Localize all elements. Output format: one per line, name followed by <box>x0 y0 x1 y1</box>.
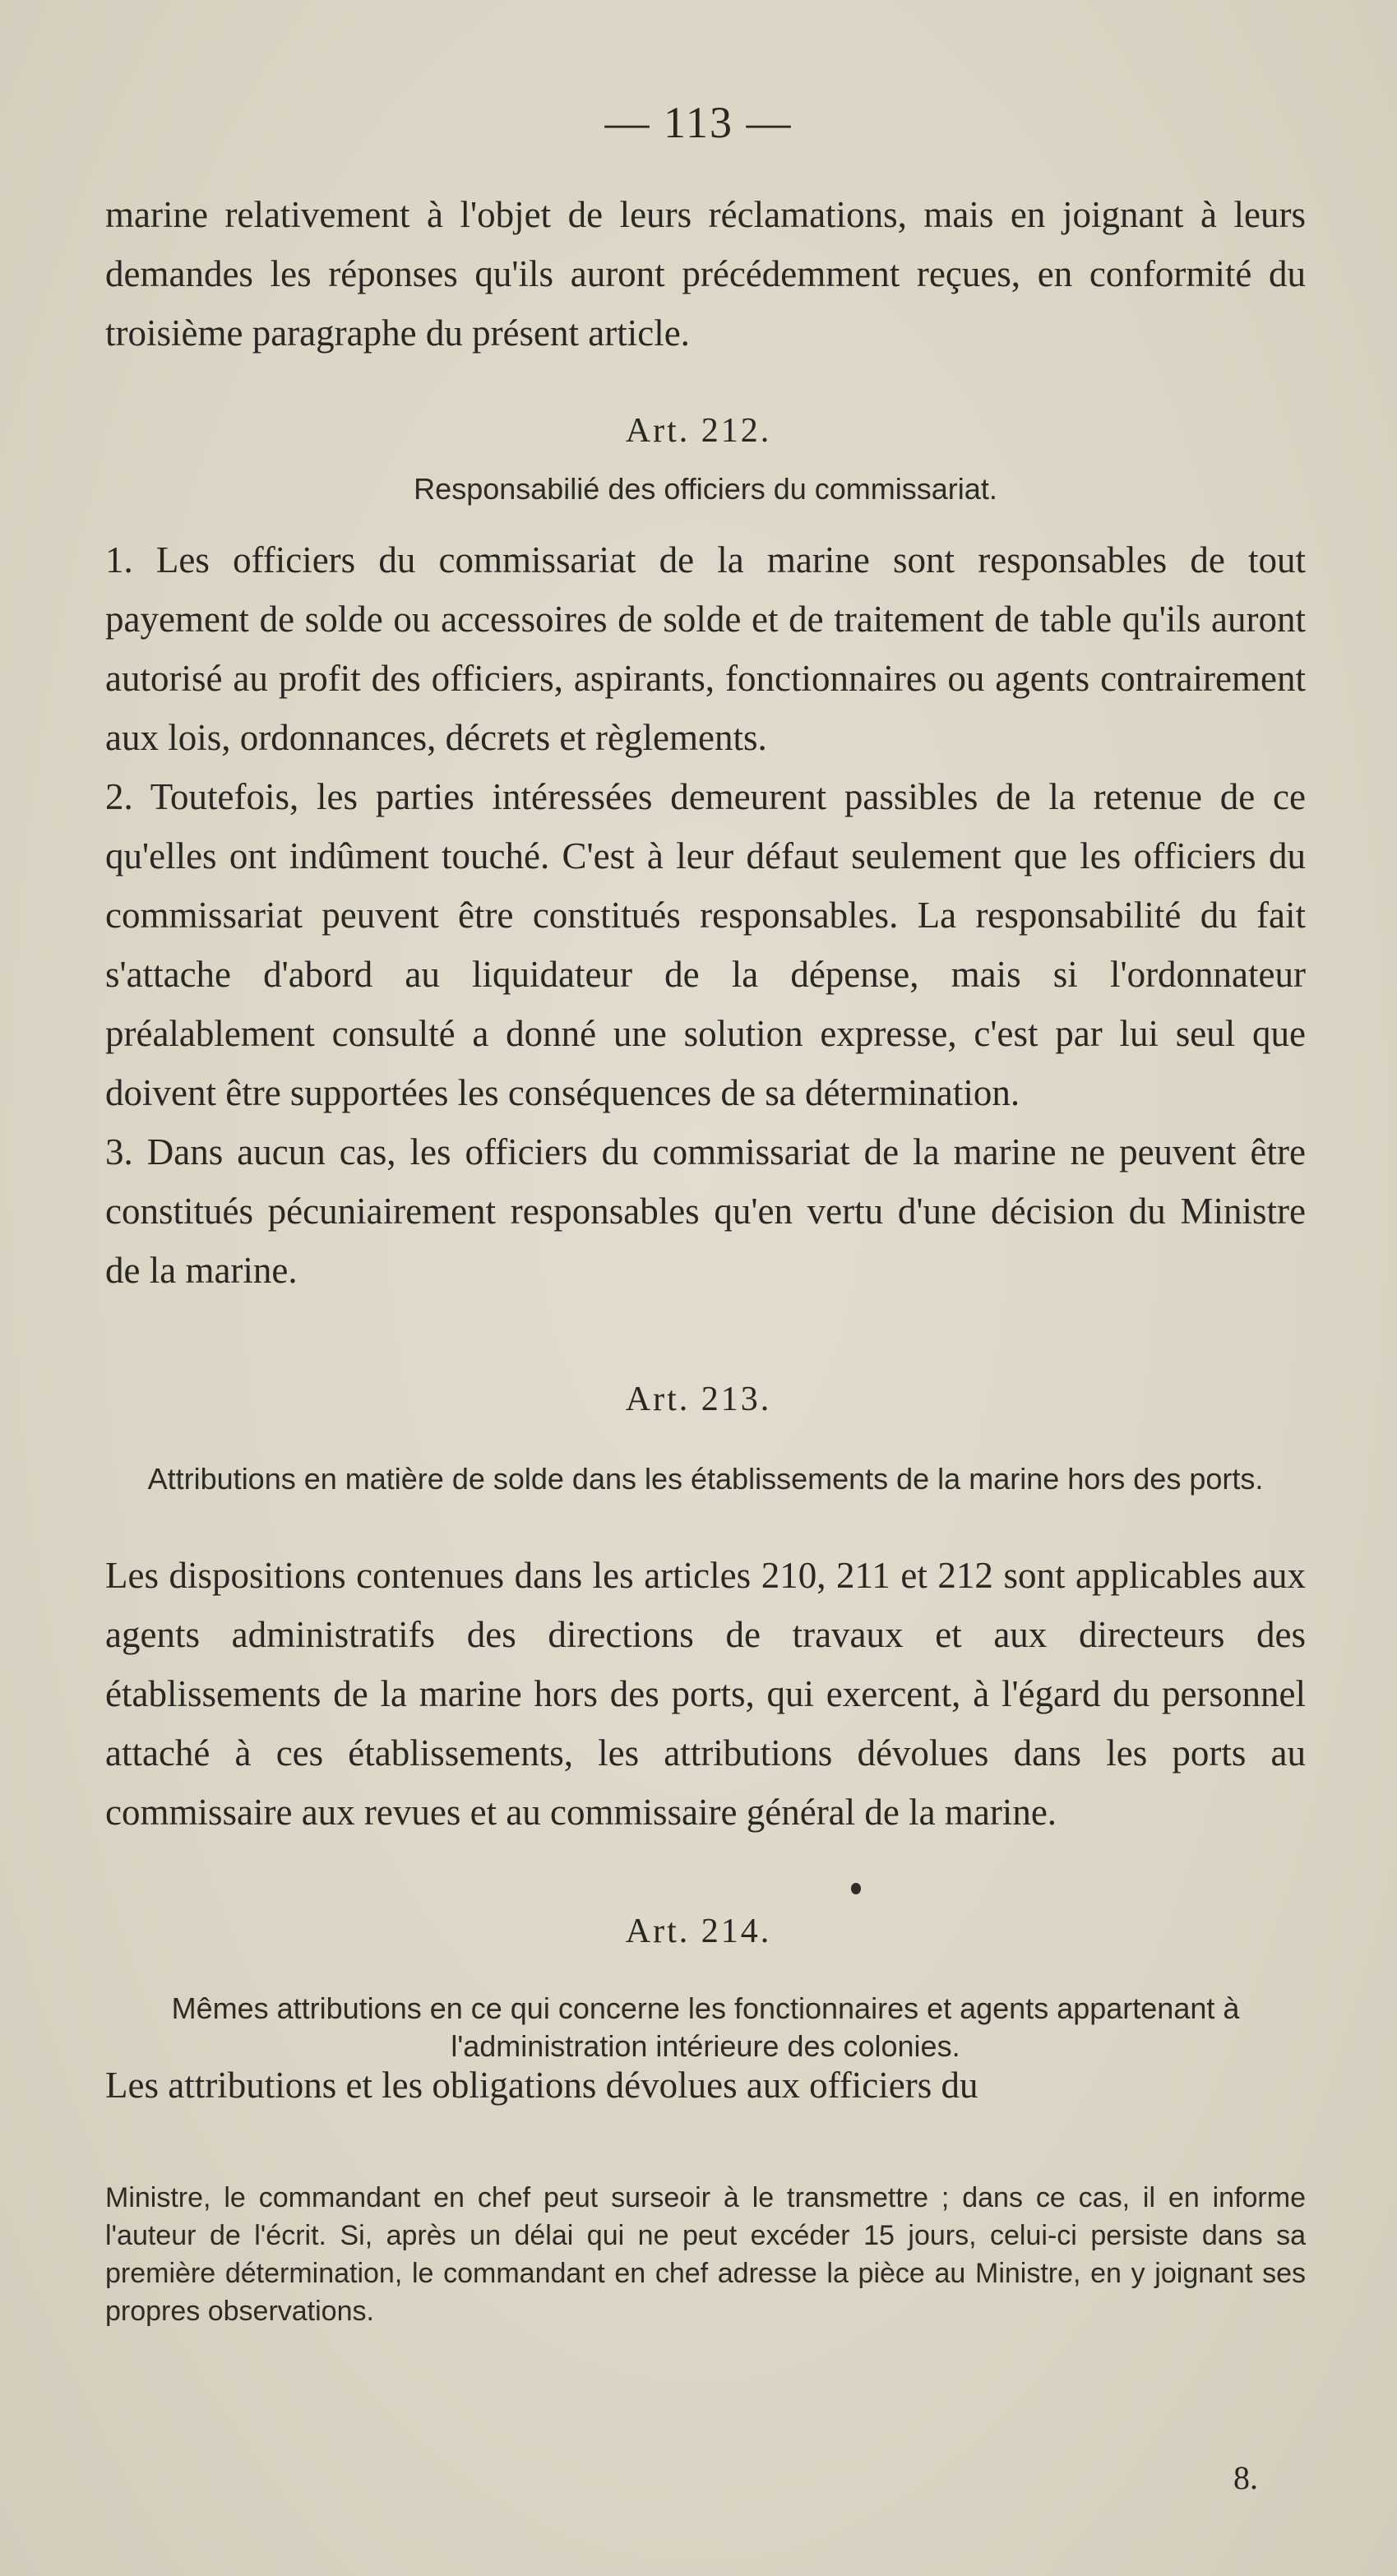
article-213-title: Attributions en matière de solde dans les établissements de la marine hors des ports. <box>147 1462 1264 1496</box>
article-213-paragraph-1: Les dispositions contenues dans les articles 210, 211 et 212 sont applicables aux agents administratifs des directions de travaux et aux directeurs des établissements de la marine hors des ports, qui exercent, à l'égard du personnel attaché à ces établissements, les attributions dévolues dans les ports au commissaire aux revues et au commissaire général de la marine. <box>105 1555 1306 1833</box>
article-212-paragraph-1: 1. Les officiers du commissariat de la marine sont responsables de tout payement de solde ou accessoires de solde et de traitement de table qu'ils auront autorisé au profit des officiers, aspirants, fonctionnaires ou agents contrairement aux lois, ordonnances, décrets et règlements. <box>105 539 1306 758</box>
article-214-paragraph-1: Les attributions et les obligations dévolues aux officiers du <box>105 2065 978 2106</box>
article-213-heading: Art. 213. <box>625 1380 772 1418</box>
footnote-text: Ministre, le commandant en chef peut surseoir à le transmettre ; dans ce cas, il en informe l'auteur de l'écrit. Si, après un délai qui ne peut excéder 15 jours, celui-ci persiste dans sa première détermination, le commandant en chef adresse la pièce au Ministre, en y joignant ses propres observations. <box>105 2182 1306 2327</box>
article-213-body <box>105 1546 1306 1842</box>
article-214-title: Mêmes attributions en ce qui concerne les fonctionnaires et agents appartenant à l'administration intérieure des colonies. <box>171 1991 1240 2063</box>
article-214-heading: Art. 214. <box>625 1912 772 1950</box>
signature-mark: 8. <box>1233 2459 1258 2496</box>
footnote <box>105 2179 1306 2330</box>
article-212-heading: Art. 212. <box>625 412 772 450</box>
page-number: — 113 — <box>604 98 793 147</box>
intro-text: marine relativement à l'objet de leurs réclamations, mais en joignant à leurs demandes les réponses qu'ils auront précédemment reçues, en conformité du troisième paragraphe du présent article. <box>105 194 1306 354</box>
article-212-paragraph-3: 3. Dans aucun cas, les officiers du commissariat de la marine ne peuvent être constitués pécuniairement responsables qu'en vertu d'une décision du Ministre de la marine. <box>105 1131 1306 1291</box>
intro-paragraph <box>105 185 1306 363</box>
article-212-body <box>105 530 1306 1300</box>
article-212-title: Responsabilié des officiers du commissariat. <box>414 472 997 506</box>
article-214-body <box>105 2056 1306 2115</box>
ink-speck <box>851 1883 861 1894</box>
article-212-paragraph-2: 2. Toutefois, les parties intéressées demeurent passibles de la retenue de ce qu'elles ont indûment touché. C'est à leur défaut seulement que les officiers du commissariat peuvent être constitués responsables. La responsabilité du fait s'attache d'abord au liquidateur de la dépense, mais si l'ordonnateur préalablement consulté a donné une solution expresse, c'est par lui seul que doivent être supportées les conséquences de sa détermination. <box>105 776 1306 1113</box>
